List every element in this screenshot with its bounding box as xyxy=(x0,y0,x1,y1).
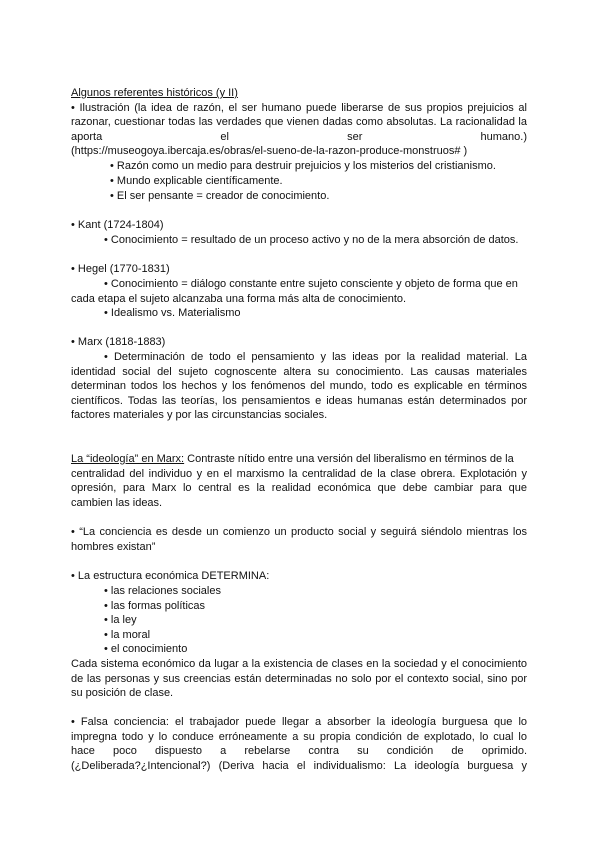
list-item: • Mundo explicable científicamente. xyxy=(110,175,283,187)
paragraph-line: centralidad del individuo y en el marxismo la centralidad de la clase obrera. Explotación y xyxy=(71,467,527,480)
paragraph-line: impregna todo y lo conduce erróneamente a su propia condición de explotado, lo cual lo xyxy=(71,730,527,743)
paragraph-line: factores materiales y por las circunstancias sociales. xyxy=(71,409,328,422)
list-item: • las relaciones sociales xyxy=(104,585,221,597)
paragraph-line: (¿Deliberada?¿Intencional?) (Deriva hacia el individualismo: La ideología burguesa y xyxy=(71,759,527,772)
paragraph-line: hace poco dispuesto a rebelarse contra su condición de oprimido. xyxy=(71,745,527,758)
list-item: • Conocimiento = diálogo constante entre sujeto consciente y objeto de forma que en xyxy=(104,278,518,290)
paragraph-line: Cada sistema económico da lugar a la existencia de clases en la sociedad y el conocimiento xyxy=(71,658,527,670)
list-item: • la ley xyxy=(104,614,137,626)
paragraph-text: Contraste nítido entre una versión del liberalismo en términos de la xyxy=(184,453,514,465)
list-item: • Idealismo vs. Materialismo xyxy=(104,307,241,319)
section-heading: Algunos referentes históricos (y II) xyxy=(71,87,238,99)
list-item: • El ser pensante = creador de conocimiento. xyxy=(110,190,330,202)
url-reference: (https://museogoya.ibercaja.es/obras/el-sueno-de-la-razon-produce-monstruos# ) xyxy=(71,145,468,158)
bullet-heading: • La estructura económica DETERMINA: xyxy=(71,570,270,582)
paragraph-line: científicos. Todas las teorías, los pensamientos e ideas humanas están determinados por xyxy=(71,394,527,407)
bullet-heading: • Kant (1724-1804) xyxy=(71,219,164,231)
list-item: • la moral xyxy=(104,629,151,641)
paragraph-line: • Determinación de todo el pensamiento y las ideas por la realidad material. La xyxy=(104,351,527,363)
bullet-heading: • Marx (1818-1883) xyxy=(71,336,166,348)
bullet-heading: • Hegel (1770-1831) xyxy=(71,263,170,275)
list-item: • Razón como un medio para destruir prejuicios y los misterios del cristianismo. xyxy=(110,160,496,172)
paragraph-line: determinan todos los hechos y los fenómenos del mundo, todo es explicable en términos xyxy=(71,380,527,393)
quote-line: • “La conciencia es desde un comienzo un producto social y seguirá siéndolo mientras los xyxy=(71,526,527,538)
list-item: • Conocimiento = resultado de un proceso activo y no de la mera absorción de datos. xyxy=(104,234,519,246)
paragraph-line: razonar, cuestionar todas las verdades que vienen dadas como absolutas. La racionalidad la xyxy=(71,116,527,129)
paragraph-line: cambien las ideas. xyxy=(71,496,163,509)
section-heading: La “ideología” en Marx: xyxy=(71,453,185,465)
paragraph-line: • Ilustración (la idea de razón, el ser humano puede liberarse de sus propios prejuicios al xyxy=(71,101,527,114)
section-intro xyxy=(71,452,527,467)
paragraph-line: cada etapa el sujeto alcanzaba una forma más alta de conocimiento. xyxy=(71,293,407,305)
quote-line: hombres existan” xyxy=(71,540,156,553)
list-item: • las formas políticas xyxy=(104,600,206,612)
paragraph-line: de las personas y sus creencias están determinadas no solo por el contexto social, sino por xyxy=(71,672,527,685)
paragraph-line: • Falsa conciencia: el trabajador puede llegar a absorber la ideología burguesa que lo xyxy=(71,716,527,728)
paragraph-line: opresión, para Marx lo central es la realidad económica que debe cambiar para que xyxy=(71,482,527,495)
paragraph-line: aporta el ser humano.) xyxy=(71,130,527,143)
paragraph-line: identidad social del sujeto cognoscente altera su conocimiento. Las causas materiales xyxy=(71,365,527,378)
paragraph-line: su posición de clase. xyxy=(71,687,174,700)
list-item: • el conocimiento xyxy=(104,643,188,655)
